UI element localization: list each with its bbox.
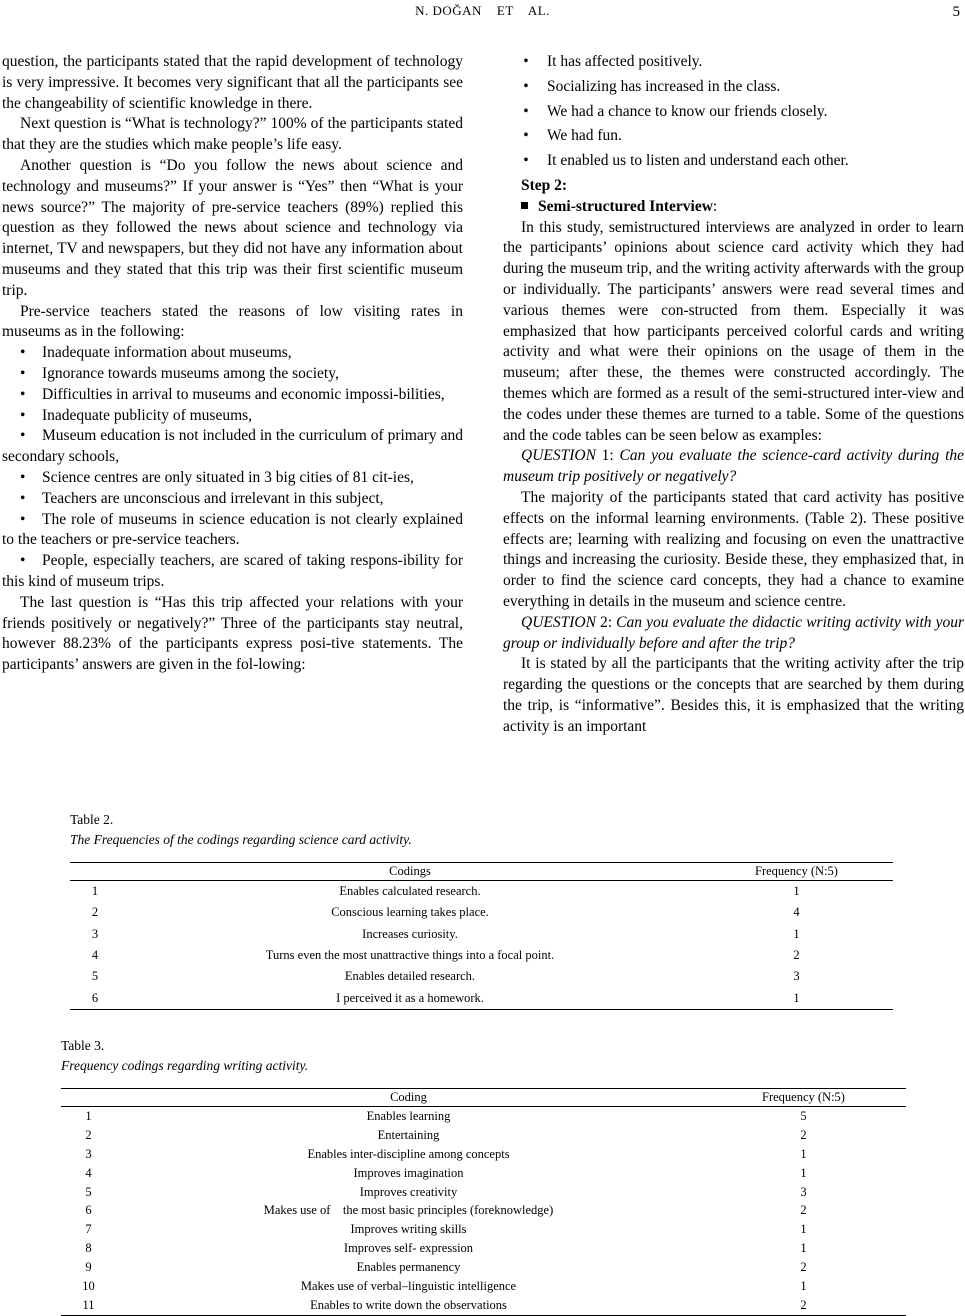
paragraph: Next question is “What is technology?” 100% of the participants stated that they are the studies which make people’s life easy. [2,115,463,154]
list-item: • People, especially teachers, are scared of taking respons-ibility for this kind of museum trips. [2,552,463,590]
column-header: Codings [120,863,700,881]
list-item: • Teachers are unconscious and irrelevant in this subject, [2,489,463,510]
table-row: 1 Enables learning 5 [85,1108,807,1123]
list-item: • Inadequate information about museums, [2,343,463,364]
list-item: • Science centres are only situated in 3 big cities of 81 cit-ies, [2,468,463,489]
paragraph: question, the participants stated that the rapid development of technology is very impressive. It becomes very significant that all the participants see the changeability of scientific knowledge in there. [2,53,463,112]
question-2: QUESTION 2: Can you evaluate the didactic writing activity with your group or individually before and after the trip? [503,613,964,652]
bullet-icon: • [20,427,26,445]
column-header: Frequency (N:5) [701,1089,906,1107]
list-item: • Ignorance towards museums among the society, [2,364,463,385]
column-header [61,1089,116,1107]
bullet-icon: • [523,127,529,145]
paragraph: It is stated by all the participants that the writing activity after the trip regarding the questions or the concepts that are searched by them during the trip, is “informative”. Besides this, it is emphasized that the writing activity is an important [503,655,964,735]
running-head-authors: N. DOĞAN ET AL. [415,3,550,18]
column-header: Frequency (N:5) [700,863,893,881]
page-header [0,2,965,22]
list-item: • The role of museums in science education is not clearly explained to the teachers or pre-service teachers. [2,510,463,549]
question-1: QUESTION 1: Can you evaluate the science-card activity during the museum trip positively or negatively? [503,447,965,486]
table-row: 3 Increases curiosity. 1 [91,926,800,941]
table-row: 6 I perceived it as a homework. 1 [70,987,893,1009]
table-row: 4 Turns even the most unattractive things into a focal point. 2 [91,948,800,963]
list-item: • It enabled us to listen and understand each other. [503,151,964,172]
list-item: • It has affected positively. [503,52,964,73]
list-item: • Socializing has increased in the class. [503,77,964,98]
table-row: 2 Entertaining 2 [85,1127,807,1142]
bullet-icon: • [20,552,26,570]
list-item: • Museum education is not included in the curriculum of primary and secondary schools, [2,427,463,466]
table-row: 7 Improves writing skills 1 [85,1222,807,1237]
page-number: 5 [952,4,960,20]
paragraph: Another question is “Do you follow the news about science and technology and museums?” If your answer is “Yes” then “What is your news source?” The majority of pre-service teachers (89%) replied this question as they followed the news about science and technology via internet, TV and newspapers, but they did not have any information about museums and they stated that this trip was their first scientific museum trip. [2,156,463,299]
table3 [61,1088,906,1316]
bullet-icon: • [523,53,529,70]
bullet-icon: • [20,406,26,424]
bullet-icon: • [20,510,26,528]
table-row: 3 Enables inter-discipline among concepts 1 [85,1146,807,1161]
paragraph: Pre-service teachers stated the reasons of low visiting rates in museums as in the following: [2,302,463,341]
bullet-icon: • [523,152,529,170]
table3-title: Frequency codings regarding writing activity. [61,1058,309,1073]
bullet-icon: • [523,102,529,120]
column-header: Coding [116,1089,701,1107]
bullet-icon: • [523,77,529,95]
subsection-heading: Semi-structured Interview: [503,197,964,218]
table-header-row [70,863,893,881]
table-row: 5 Improves creativity 3 [85,1184,807,1199]
list-item: • We had fun. [503,126,964,147]
paragraph: The last question is “Has this trip affected your relations with your friends positively or negatively?” Three of the participants stay neutral, however 88.23% of the participants express posi-tive statements. The participants’ answers are given in the fol-lowing: [2,593,463,674]
paragraph: In this study, semistructured interviews are analyzed in order to learn the participants’ opinions about science card activity which they had during the museum trip, and the writing activity afterwards with the group or individually. The participants’ answers were read several times and various themes were con-structed from them. Especially it was emphasized that how participants perceived colorful cards and writing activity and what were their opinions on the usage of them in the museum; after these, the themes were constructed accordingly. The themes which are formed as a result of the semi-structured inter-view and the codes under these themes are turned to a table. Some of the questions and the code tables can be seen below as examples: [503,218,964,444]
table2-caption [70,812,412,848]
bullet-icon: • [20,364,26,382]
list-item: • Difficulties in arrival to museums and economic impossi-bilities, [2,385,463,406]
bullet-icon: • [20,468,26,486]
table2-number: Table 2. [70,812,114,827]
column-header [70,863,120,881]
table-row: 5 Enables detailed research. 3 [91,969,800,984]
list-item: • We had a chance to know our friends closely. [503,102,964,123]
table-row: 1 Enables calculated research. 1 [91,884,800,899]
paragraph: The majority of the participants stated that card activity has positive effects on the informal learning environments. (Table 2). These positive effects are; learning with realizing and focusing on even the unattractive things and increasing the curiosity. Beside these, they emphasized that, in order to find the science card concepts, they had a chance to examine everything in details in the museum and science centre. [503,488,964,610]
section-heading: Step 2: [521,176,568,194]
table-row: 10 Makes use of verbal–linguistic intelligence 1 [82,1278,807,1293]
right-column [503,52,964,738]
table-row: 11 Enables to write down the observations 2 [61,1296,906,1315]
left-column [2,52,463,676]
bullet-icon: • [20,489,26,507]
table-header-row [61,1089,906,1107]
reasons-list [2,343,463,593]
table2 [70,862,893,1010]
answers-list [503,52,964,172]
table-row: 9 Enables permanency 2 [85,1260,807,1275]
table2-title: The Frequencies of the codings regarding science card activity. [70,832,412,847]
list-item: • Inadequate publicity of museums, [2,406,463,427]
table3-caption [61,1038,308,1074]
bullet-icon: • [20,385,26,403]
table3-number: Table 3. [61,1038,105,1053]
table-row: 2 Conscious learning takes place. 4 [91,905,800,920]
square-bullet-icon [521,202,528,209]
table-row: 4 Improves imagination 1 [85,1165,807,1180]
table-row: 8 Improves self- expression 1 [85,1241,807,1256]
bullet-icon: • [20,344,26,362]
table-row: 6 Makes use of the most basic principles (foreknowledge) 2 [85,1203,807,1218]
